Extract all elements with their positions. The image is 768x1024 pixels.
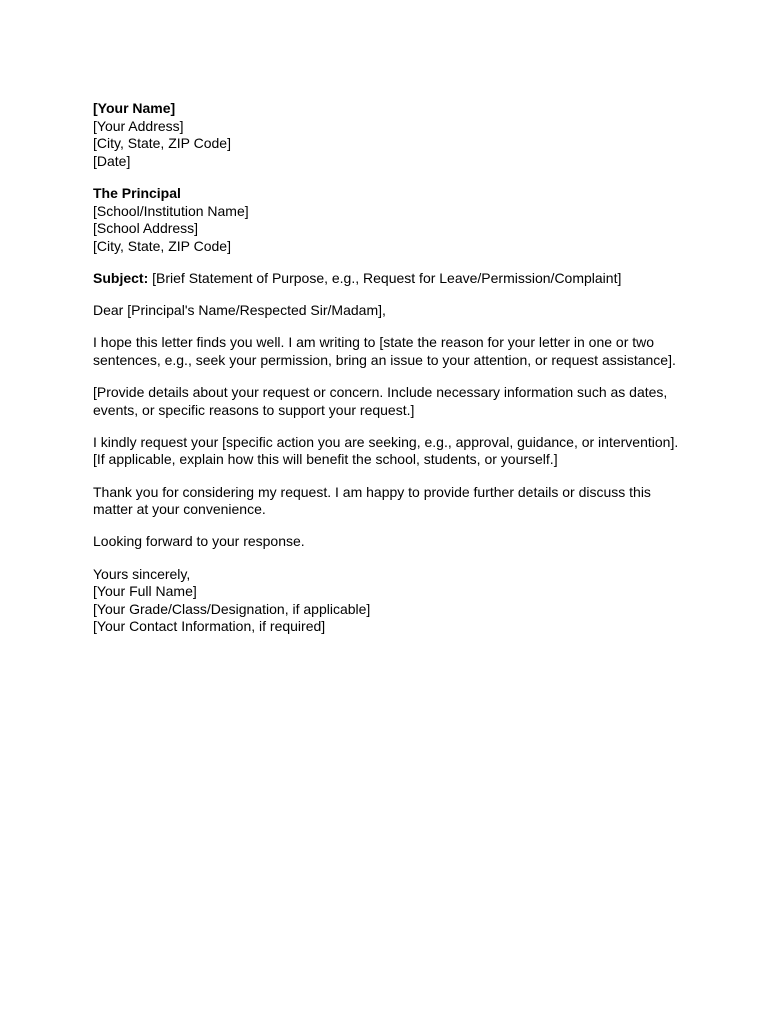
sender-city-state-zip: [City, State, ZIP Code] (93, 135, 231, 152)
body-paragraph-thanks: Thank you for considering my request. I am happy to provide further details or discuss this matter at your convenience. (93, 483, 651, 518)
recipient-title: The Principal (93, 184, 181, 201)
recipient-city-state-zip: [City, State, ZIP Code] (93, 237, 231, 254)
signature-grade: [Your Grade/Class/Designation, if applicable] (93, 600, 371, 617)
recipient-institution: [School/Institution Name] (93, 202, 249, 219)
recipient-block (93, 185, 683, 255)
body-paragraph-request: I kindly request your [specific action you are seeking, e.g., approval, guidance, or intervention]. [If applicable, explain how this will benefit the school, students, or yourself.] (93, 433, 679, 468)
sender-name: [Your Name] (93, 100, 176, 116)
signature-contact: [Your Contact Information, if required] (93, 618, 326, 635)
salutation: Dear [Principal's Name/Respected Sir/Madam], (93, 302, 386, 319)
signature-full-name: [Your Full Name] (93, 583, 197, 600)
body-paragraph-closing: Looking forward to your response. (93, 533, 305, 550)
subject-line (93, 270, 683, 288)
letter-date: [Date] (93, 152, 131, 169)
closing-block (93, 566, 683, 636)
body-paragraph-intro: I hope this letter finds you well. I am writing to [state the reason for your letter in one or two sentences, e.g., seek your permission, bring an issue to your attention, or request assistance]. (93, 334, 676, 368)
sender-block (93, 100, 683, 170)
subject-text: [Brief Statement of Purpose, e.g., Request for Leave/Permission/Complaint] (152, 269, 622, 286)
subject-label: Subject: (93, 269, 149, 286)
valediction: Yours sincerely, (93, 565, 191, 582)
body-paragraph-details: [Provide details about your request or concern. Include necessary information such as dates, events, or specific reasons to support your request.] (93, 384, 668, 418)
recipient-address: [School Address] (93, 220, 199, 237)
letter-document (93, 100, 683, 651)
sender-address: [Your Address] (93, 117, 184, 134)
